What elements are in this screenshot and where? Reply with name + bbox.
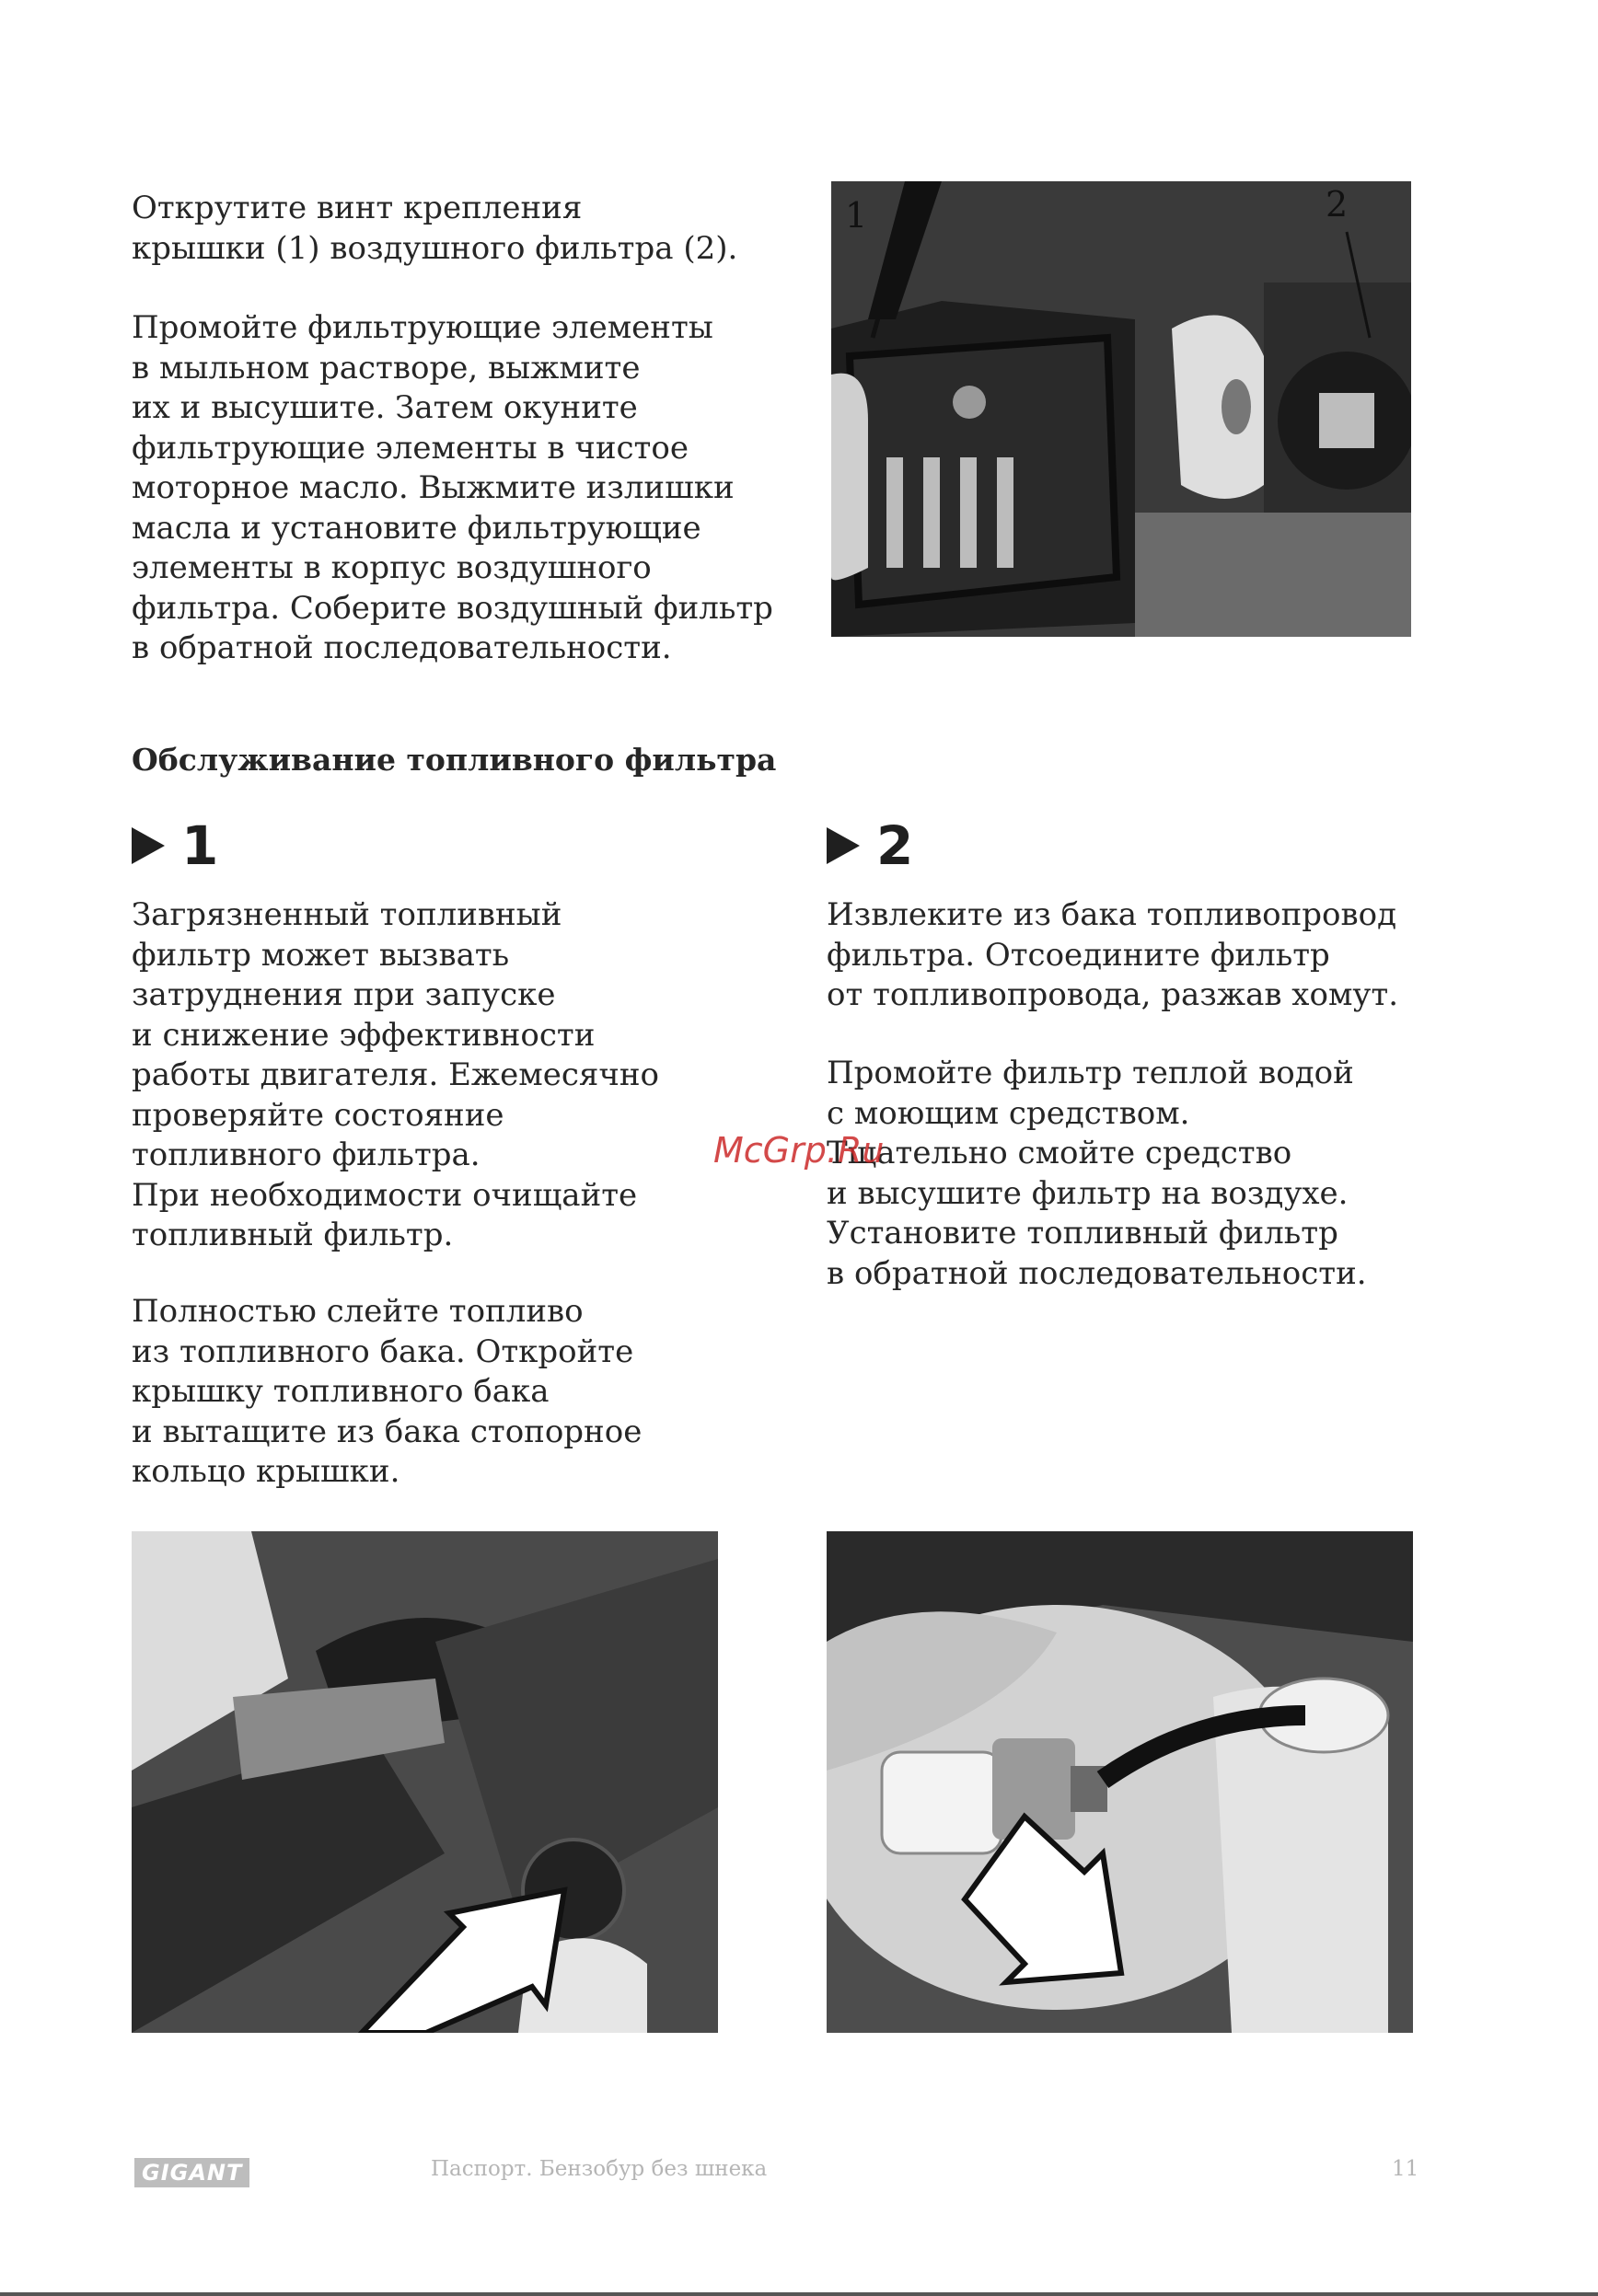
- fuel-filter-photo: [827, 1531, 1413, 2033]
- step-2-instruction-1: Извлеките из бака топливопровод фильтра. Отсоедините фильтр от топливопровода, разжав хомут.: [827, 896, 1399, 1013]
- page-number: 11: [1392, 2157, 1419, 2181]
- air-filter-photo: [831, 181, 1411, 637]
- watermark: McGrp.Ru: [713, 1130, 885, 1171]
- play-triangle-icon: [132, 827, 165, 864]
- step-1-instruction-1: Загрязненный топливный фильтр может вызвать затруднения при запуске и снижение эффективности работы двигателя. Ежемесячно проверяйте состояние топливного фильтра. При необходимости очищайте топливный фильтр.: [132, 896, 659, 1253]
- step-number: 1: [181, 814, 219, 877]
- callout-1: 1: [845, 195, 868, 236]
- step-1-marker: [132, 814, 219, 877]
- brand-logo: GIGANT: [134, 2158, 249, 2187]
- fuel-tank-photo: [132, 1531, 718, 2033]
- air-filter-instruction-2: Промойте фильтрующие элементы в мыльном растворе, выжмите их и высушите. Затем окуните фильтрующие элементы в чистое моторное масло. Выжмите излишки масла и установите фильтрующие элементы в корпус воздушного фильтра. Соберите воздушный фильтр в обратной последовательности.: [132, 309, 773, 666]
- callout-2: 2: [1326, 184, 1349, 225]
- step-2-marker: [827, 814, 914, 877]
- footer-title: Паспорт. Бензобур без шнека: [431, 2157, 768, 2181]
- bottom-rule: [0, 2292, 1598, 2296]
- play-triangle-icon: [827, 827, 860, 864]
- step-2-instruction-2: Промойте фильтр теплой водой с моющим средством. Тщательно смойте средство и высушите фильтр на воздухе. Установите топливный фильтр в обратной последовательности.: [827, 1055, 1367, 1292]
- section-heading: Обслуживание топливного фильтра: [132, 742, 777, 778]
- air-filter-instruction-1: Открутите винт крепления крышки (1) воздушного фильтра (2).: [132, 190, 738, 267]
- step-1-instruction-2: Полностью слейте топливо из топливного бака. Откройте крышку топливного бака и вытащите из бака стопорное кольцо крышки.: [132, 1293, 643, 1490]
- step-number: 2: [876, 814, 914, 877]
